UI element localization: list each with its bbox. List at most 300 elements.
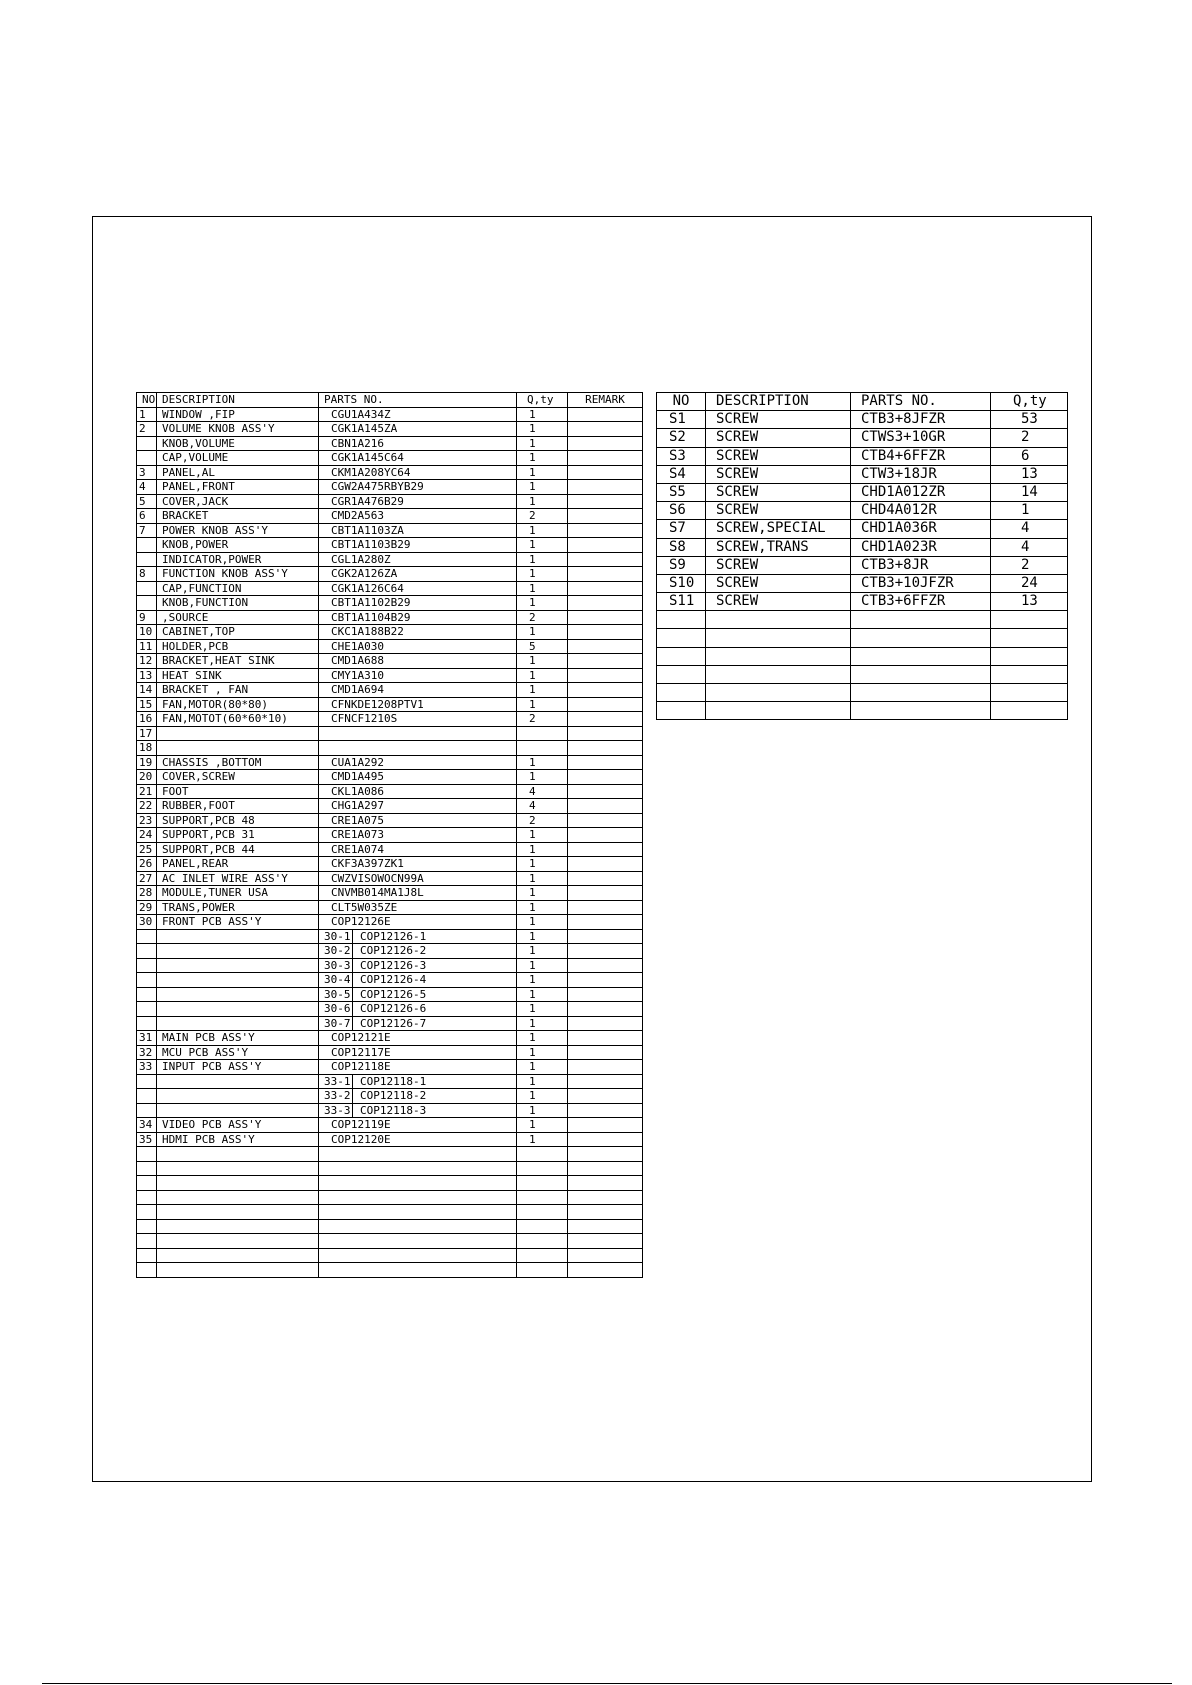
cell-remark xyxy=(568,1016,643,1031)
sub-part-wrapper xyxy=(319,1075,516,1089)
cell-no xyxy=(657,629,706,647)
table-row xyxy=(657,665,1068,683)
cell-sub-no: 33-1 xyxy=(319,1075,353,1089)
cell-qty: 1 xyxy=(517,755,568,770)
cell-parts-no-sub xyxy=(319,1016,517,1031)
table-row xyxy=(657,702,1068,720)
cell-remark xyxy=(568,668,643,683)
screw-parts-table xyxy=(656,392,1068,720)
col-header-parts-no: PARTS NO. xyxy=(319,393,517,408)
cell-description: SUPPORT,PCB 31 xyxy=(157,828,319,843)
cell-qty: 24 xyxy=(991,574,1068,592)
cell-description xyxy=(157,1234,319,1249)
cell-no xyxy=(137,973,157,988)
cell-parts-no: CKL1A086 xyxy=(319,784,517,799)
table-row xyxy=(137,871,643,886)
cell-qty: 1 xyxy=(517,770,568,785)
cell-parts-no: CFNKDE1208PTV1 xyxy=(319,697,517,712)
cell-no: 1 xyxy=(137,407,157,422)
col-header-remark: REMARK xyxy=(568,393,643,408)
cell-no xyxy=(137,987,157,1002)
cell-parts-no: CBT1A1103ZA xyxy=(319,523,517,538)
cell-qty: 2 xyxy=(517,509,568,524)
cell-parts-no: CLT5W035ZE xyxy=(319,900,517,915)
cell-remark xyxy=(568,610,643,625)
cell-qty xyxy=(517,726,568,741)
table-row xyxy=(137,1161,643,1176)
cell-qty xyxy=(991,702,1068,720)
table-row xyxy=(137,784,643,799)
cell-parts-no: CHD1A023R xyxy=(851,538,991,556)
cell-sub-no: 30-1 xyxy=(319,930,353,944)
cell-qty: 2 xyxy=(517,712,568,727)
cell-description xyxy=(157,1147,319,1162)
cell-description: SCREW,SPECIAL xyxy=(706,520,851,538)
cell-parts-no: CRE1A073 xyxy=(319,828,517,843)
cell-remark xyxy=(568,451,643,466)
cell-no xyxy=(137,451,157,466)
cell-description: CAP,FUNCTION xyxy=(157,581,319,596)
cell-description: BRACKET xyxy=(157,509,319,524)
cell-no xyxy=(657,665,706,683)
cell-parts-no-sub xyxy=(319,973,517,988)
cell-no: 18 xyxy=(137,741,157,756)
cell-description: HDMI PCB ASS'Y xyxy=(157,1132,319,1147)
table-row xyxy=(137,1205,643,1220)
cell-remark xyxy=(568,654,643,669)
cell-qty: 1 xyxy=(517,987,568,1002)
cell-qty xyxy=(517,1234,568,1249)
cell-description: VIDEO PCB ASS'Y xyxy=(157,1118,319,1133)
cell-parts-no xyxy=(319,1248,517,1263)
cell-description: FUNCTION KNOB ASS'Y xyxy=(157,567,319,582)
cell-qty: 1 xyxy=(517,1045,568,1060)
table-row xyxy=(657,520,1068,538)
cell-no: 7 xyxy=(137,523,157,538)
cell-description: FAN,MOTOR(80*80) xyxy=(157,697,319,712)
cell-description xyxy=(157,1219,319,1234)
cell-qty: 1 xyxy=(517,596,568,611)
table-row xyxy=(137,683,643,698)
cell-description: ,SOURCE xyxy=(157,610,319,625)
cell-remark xyxy=(568,407,643,422)
cell-no: S7 xyxy=(657,520,706,538)
table-row xyxy=(137,1176,643,1191)
cell-sub-no: 30-3 xyxy=(319,959,353,973)
cell-no xyxy=(137,1103,157,1118)
cell-qty: 1 xyxy=(517,1060,568,1075)
screw-table-body xyxy=(657,411,1068,720)
cell-qty xyxy=(517,1205,568,1220)
table-row xyxy=(137,654,643,669)
cell-description: AC INLET WIRE ASS'Y xyxy=(157,871,319,886)
cell-no: 10 xyxy=(137,625,157,640)
cell-remark xyxy=(568,1176,643,1191)
cell-parts-no: CKM1A208YC64 xyxy=(319,465,517,480)
sub-part-wrapper xyxy=(319,1002,516,1016)
cell-parts-no: COP12118-3 xyxy=(360,1103,427,1117)
cell-no: 24 xyxy=(137,828,157,843)
cell-no: 11 xyxy=(137,639,157,654)
cell-parts-no-sub xyxy=(319,1103,517,1118)
cell-description: SCREW xyxy=(706,429,851,447)
col-header-qty: Q,ty xyxy=(517,393,568,408)
table-row xyxy=(657,447,1068,465)
cell-parts-no-sub xyxy=(319,1002,517,1017)
cell-description xyxy=(157,958,319,973)
cell-parts-no: CHD1A012ZR xyxy=(851,483,991,501)
cell-description xyxy=(157,1263,319,1278)
cell-qty: 4 xyxy=(517,799,568,814)
cell-no: S4 xyxy=(657,465,706,483)
table-row xyxy=(137,480,643,495)
cell-qty: 1 xyxy=(517,697,568,712)
cell-qty xyxy=(517,1176,568,1191)
cell-remark xyxy=(568,567,643,582)
cell-description: COVER,SCREW xyxy=(157,770,319,785)
cell-description: POWER KNOB ASS'Y xyxy=(157,523,319,538)
cell-parts-no: CMY1A310 xyxy=(319,668,517,683)
cell-description xyxy=(157,1190,319,1205)
col-header-description: DESCRIPTION xyxy=(706,393,851,411)
cell-description: PANEL,FRONT xyxy=(157,480,319,495)
cell-description: KNOB,FUNCTION xyxy=(157,596,319,611)
cell-description: CHASSIS ,BOTTOM xyxy=(157,755,319,770)
cell-no xyxy=(137,538,157,553)
cell-no xyxy=(137,1002,157,1017)
table-row xyxy=(657,538,1068,556)
cell-remark xyxy=(568,1045,643,1060)
cell-description: SCREW xyxy=(706,465,851,483)
cell-no: 25 xyxy=(137,842,157,857)
cell-parts-no: CTWS3+10GR xyxy=(851,429,991,447)
cell-qty xyxy=(991,629,1068,647)
cell-no xyxy=(137,1205,157,1220)
cell-qty: 1 xyxy=(517,1132,568,1147)
cell-qty: 5 xyxy=(517,639,568,654)
cell-qty: 1 xyxy=(517,842,568,857)
cell-no xyxy=(137,1190,157,1205)
cell-parts-no xyxy=(851,665,991,683)
cell-remark xyxy=(568,784,643,799)
cell-remark xyxy=(568,1074,643,1089)
cell-no: 5 xyxy=(137,494,157,509)
table-row xyxy=(137,1219,643,1234)
cell-qty: 4 xyxy=(517,784,568,799)
cell-description xyxy=(706,611,851,629)
cell-parts-no xyxy=(319,1234,517,1249)
table-row xyxy=(137,1089,643,1104)
cell-no xyxy=(137,929,157,944)
cell-sub-no: 33-2 xyxy=(319,1089,353,1103)
cell-remark xyxy=(568,625,643,640)
cell-qty xyxy=(991,647,1068,665)
table-row xyxy=(657,684,1068,702)
cell-description: SCREW xyxy=(706,593,851,611)
cell-no: 14 xyxy=(137,683,157,698)
cell-qty: 1 xyxy=(517,871,568,886)
cell-remark xyxy=(568,828,643,843)
cell-qty: 13 xyxy=(991,465,1068,483)
table-row xyxy=(137,610,643,625)
cell-parts-no: CMD1A688 xyxy=(319,654,517,669)
cell-remark xyxy=(568,422,643,437)
cell-qty: 2 xyxy=(517,813,568,828)
table-row xyxy=(137,625,643,640)
cell-description xyxy=(157,741,319,756)
cell-parts-no xyxy=(319,1205,517,1220)
col-header-parts-no: PARTS NO. xyxy=(851,393,991,411)
cell-description: SCREW xyxy=(706,556,851,574)
main-table-body xyxy=(137,407,643,1277)
cell-parts-no xyxy=(319,1263,517,1278)
cell-description: TRANS,POWER xyxy=(157,900,319,915)
cell-remark xyxy=(568,523,643,538)
cell-description xyxy=(157,1103,319,1118)
cell-qty: 2 xyxy=(991,556,1068,574)
cell-description: COVER,JACK xyxy=(157,494,319,509)
cell-sub-no: 30-5 xyxy=(319,988,353,1002)
cell-sub-no: 30-2 xyxy=(319,944,353,958)
cell-remark xyxy=(568,1248,643,1263)
cell-description xyxy=(706,665,851,683)
cell-no: 19 xyxy=(137,755,157,770)
cell-description: SCREW xyxy=(706,483,851,501)
cell-parts-no: CRE1A075 xyxy=(319,813,517,828)
table-row xyxy=(137,1002,643,1017)
table-row xyxy=(657,574,1068,592)
cell-no xyxy=(657,684,706,702)
cell-description xyxy=(157,726,319,741)
table-row xyxy=(137,973,643,988)
sub-part-wrapper xyxy=(319,973,516,987)
table-row xyxy=(137,929,643,944)
cell-parts-no: COP12126-2 xyxy=(360,944,427,957)
cell-qty xyxy=(517,1248,568,1263)
cell-remark xyxy=(568,915,643,930)
cell-parts-no-sub xyxy=(319,987,517,1002)
cell-no: 15 xyxy=(137,697,157,712)
cell-no: 30 xyxy=(137,915,157,930)
cell-qty: 1 xyxy=(517,552,568,567)
table-row xyxy=(137,1060,643,1075)
col-header-no: NO xyxy=(137,393,157,408)
cell-remark xyxy=(568,900,643,915)
cell-description: FAN,MOTOT(60*60*10) xyxy=(157,712,319,727)
cell-no: 34 xyxy=(137,1118,157,1133)
cell-parts-no: COP12126-1 xyxy=(360,929,427,943)
table-row xyxy=(657,429,1068,447)
cell-no xyxy=(137,958,157,973)
table-row xyxy=(657,465,1068,483)
table-row xyxy=(137,407,643,422)
cell-no xyxy=(137,1248,157,1263)
cell-qty: 1 xyxy=(517,886,568,901)
cell-remark xyxy=(568,755,643,770)
cell-parts-no: CGR1A476B29 xyxy=(319,494,517,509)
cell-remark xyxy=(568,842,643,857)
cell-qty: 1 xyxy=(517,654,568,669)
table-row xyxy=(137,494,643,509)
cell-description: INDICATOR,POWER xyxy=(157,552,319,567)
table-row xyxy=(657,611,1068,629)
cell-remark xyxy=(568,552,643,567)
cell-remark xyxy=(568,581,643,596)
table-row xyxy=(137,1016,643,1031)
table-row xyxy=(137,726,643,741)
cell-qty: 1 xyxy=(517,900,568,915)
cell-description: FOOT xyxy=(157,784,319,799)
table-row xyxy=(137,712,643,727)
cell-qty: 1 xyxy=(517,480,568,495)
cell-parts-no: CGW2A475RBYB29 xyxy=(319,480,517,495)
cell-qty xyxy=(517,1219,568,1234)
cell-no xyxy=(137,1147,157,1162)
sub-part-wrapper xyxy=(319,944,516,958)
cell-no xyxy=(137,1016,157,1031)
cell-qty: 1 xyxy=(517,465,568,480)
sub-part-wrapper xyxy=(319,959,516,973)
sub-part-wrapper xyxy=(319,930,516,944)
cell-description: HEAT SINK xyxy=(157,668,319,683)
cell-description: MODULE,TUNER USA xyxy=(157,886,319,901)
table-row xyxy=(137,1103,643,1118)
cell-no: 35 xyxy=(137,1132,157,1147)
cell-remark xyxy=(568,799,643,814)
cell-no: 16 xyxy=(137,712,157,727)
cell-parts-no xyxy=(319,726,517,741)
cell-parts-no xyxy=(319,1176,517,1191)
cell-qty: 1 xyxy=(517,407,568,422)
sub-part-wrapper xyxy=(319,1017,516,1031)
cell-no xyxy=(137,581,157,596)
cell-parts-no xyxy=(851,611,991,629)
cell-remark xyxy=(568,465,643,480)
cell-no xyxy=(137,1161,157,1176)
cell-parts-no: CNVMB014MA1J8L xyxy=(319,886,517,901)
cell-remark xyxy=(568,958,643,973)
cell-no: 26 xyxy=(137,857,157,872)
cell-parts-no: CBT1A1103B29 xyxy=(319,538,517,553)
table-row xyxy=(657,502,1068,520)
cell-qty xyxy=(991,684,1068,702)
cell-no: 20 xyxy=(137,770,157,785)
cell-qty xyxy=(517,1263,568,1278)
cell-parts-no: COP12126E xyxy=(319,915,517,930)
cell-qty: 1 xyxy=(517,929,568,944)
cell-parts-no: CMD1A694 xyxy=(319,683,517,698)
table-row xyxy=(657,411,1068,429)
cell-remark xyxy=(568,1031,643,1046)
cell-description: CABINET,TOP xyxy=(157,625,319,640)
cell-no: 22 xyxy=(137,799,157,814)
cell-no: 9 xyxy=(137,610,157,625)
cell-no: S1 xyxy=(657,411,706,429)
cell-description xyxy=(157,1002,319,1017)
table-row xyxy=(137,857,643,872)
table-row xyxy=(137,1147,643,1162)
cell-parts-no: CTB3+8JR xyxy=(851,556,991,574)
cell-description xyxy=(706,647,851,665)
cell-parts-no xyxy=(319,1190,517,1205)
cell-remark xyxy=(568,1190,643,1205)
cell-description: CAP,VOLUME xyxy=(157,451,319,466)
cell-remark xyxy=(568,1161,643,1176)
cell-qty: 1 xyxy=(517,944,568,959)
cell-parts-no-sub xyxy=(319,1089,517,1104)
table-row xyxy=(137,886,643,901)
cell-parts-no: COP12117E xyxy=(319,1045,517,1060)
cell-remark xyxy=(568,480,643,495)
table-row xyxy=(137,639,643,654)
table-row xyxy=(137,900,643,915)
cell-qty: 1 xyxy=(517,1016,568,1031)
cell-no: S11 xyxy=(657,593,706,611)
col-header-no: NO xyxy=(657,393,706,411)
cell-qty: 1 xyxy=(517,958,568,973)
table-row xyxy=(137,944,643,959)
cell-qty xyxy=(517,1147,568,1162)
cell-no xyxy=(137,1089,157,1104)
cell-no xyxy=(137,1263,157,1278)
cell-no xyxy=(137,596,157,611)
cell-sub-no: 30-6 xyxy=(319,1002,353,1016)
table-row xyxy=(137,813,643,828)
cell-no: S3 xyxy=(657,447,706,465)
sub-part-wrapper xyxy=(319,988,516,1002)
cell-description: BRACKET , FAN xyxy=(157,683,319,698)
table-row xyxy=(137,552,643,567)
cell-description: MCU PCB ASS'Y xyxy=(157,1045,319,1060)
table-row xyxy=(657,593,1068,611)
cell-remark xyxy=(568,697,643,712)
cell-remark xyxy=(568,770,643,785)
cell-no: S8 xyxy=(657,538,706,556)
cell-sub-no: 33-3 xyxy=(319,1104,353,1118)
sub-part-wrapper xyxy=(319,1089,516,1103)
cell-qty: 1 xyxy=(517,915,568,930)
cell-qty: 1 xyxy=(517,1089,568,1104)
cell-remark xyxy=(568,1263,643,1278)
table-row xyxy=(137,915,643,930)
cell-remark xyxy=(568,741,643,756)
cell-no: 13 xyxy=(137,668,157,683)
cell-qty: 2 xyxy=(991,429,1068,447)
cell-parts-no: COP12126-5 xyxy=(360,987,427,1001)
cell-no xyxy=(137,552,157,567)
cell-parts-no: CHE1A030 xyxy=(319,639,517,654)
cell-parts-no: CBT1A1104B29 xyxy=(319,610,517,625)
table-row xyxy=(137,755,643,770)
cell-parts-no: CBT1A1102B29 xyxy=(319,596,517,611)
cell-qty: 1 xyxy=(517,1074,568,1089)
table-row xyxy=(137,596,643,611)
cell-description: HOLDER,PCB xyxy=(157,639,319,654)
cell-remark xyxy=(568,683,643,698)
cell-parts-no: COP12120E xyxy=(319,1132,517,1147)
cell-qty: 4 xyxy=(991,520,1068,538)
cell-parts-no: CTB4+6FFZR xyxy=(851,447,991,465)
cell-description: MAIN PCB ASS'Y xyxy=(157,1031,319,1046)
cell-qty: 1 xyxy=(517,828,568,843)
cell-remark xyxy=(568,944,643,959)
cell-qty xyxy=(517,741,568,756)
cell-description xyxy=(157,929,319,944)
cell-remark xyxy=(568,1147,643,1162)
cell-parts-no: CBN1A216 xyxy=(319,436,517,451)
cell-qty: 1 xyxy=(517,538,568,553)
cell-parts-no: CGU1A434Z xyxy=(319,407,517,422)
